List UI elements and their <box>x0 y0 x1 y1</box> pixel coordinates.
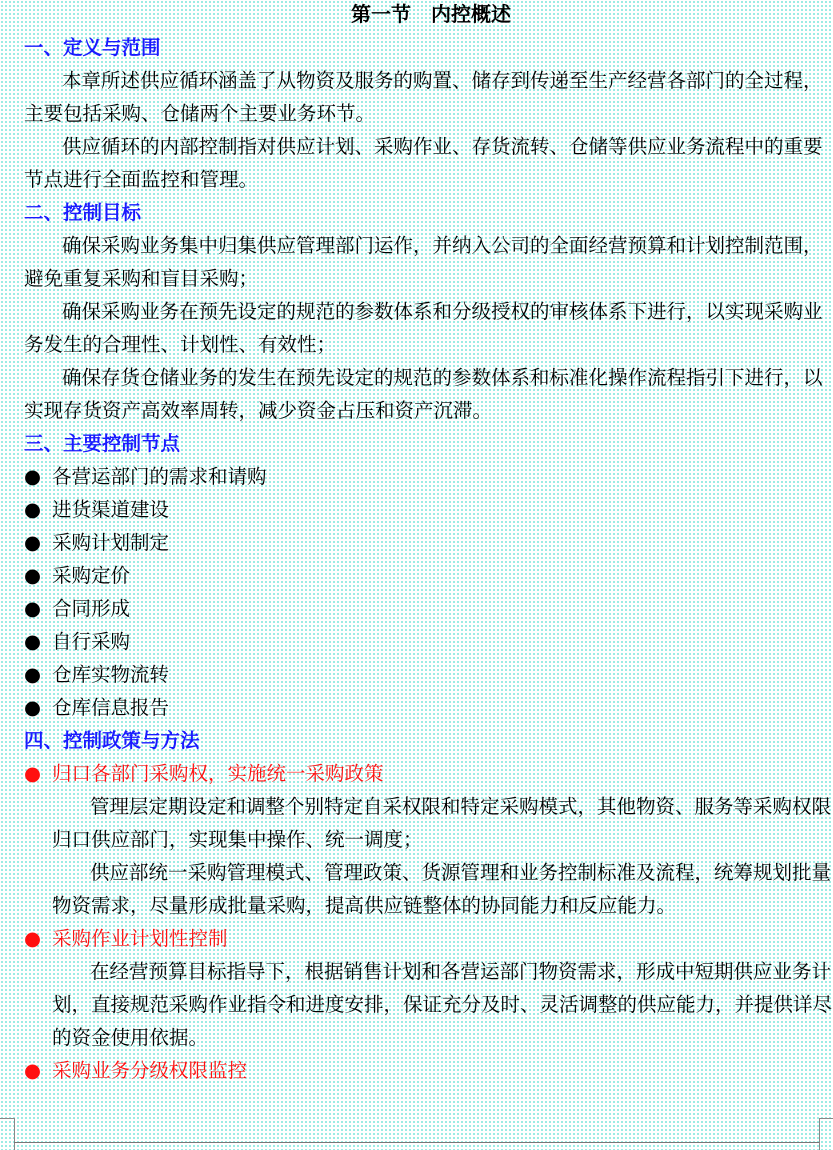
list-item-text: 仓库信息报告 <box>52 696 170 719</box>
page-corner-mark <box>819 1118 833 1119</box>
paragraph-line: 确保采购业务集中归集供应管理部门运作，并纳入公司的全面经营预算和计划控制范围， <box>62 234 823 257</box>
paragraph-line: 的资金使用依据。 <box>52 1026 209 1049</box>
list-item-text: 归口各部门采购权，实施统一采购政策 <box>52 762 384 785</box>
policy-item <box>24 757 824 790</box>
bullet-icon: ● <box>24 1059 42 1082</box>
section-heading: 一、定义与范围 <box>24 36 161 59</box>
page-corner-mark <box>0 1118 14 1119</box>
list-item-text: 仓库实物流转 <box>52 663 170 686</box>
paragraph-line: 物资需求，尽量形成批量采购，提高供应链整体的协同能力和反应能力。 <box>52 894 677 917</box>
list-item-text: 采购计划制定 <box>52 531 170 554</box>
page-corner-mark <box>819 1118 820 1150</box>
bullet-icon: ● <box>24 498 42 521</box>
bullet-icon: ● <box>24 465 42 488</box>
paragraph-line: 划，直接规范采购作业指令和进度安排，保证充分及时、灵活调整的供应能力，并提供详尽 <box>52 993 833 1016</box>
list-item <box>24 691 824 724</box>
page-title: 第一节 内控概述 <box>351 2 511 26</box>
list-item <box>24 460 824 493</box>
paragraph-line: 确保存货仓储业务的发生在预先设定的规范的参数体系和标准化操作流程指引下进行，以 <box>62 366 823 389</box>
list-item-text: 进货渠道建设 <box>52 498 170 521</box>
bullet-icon: ● <box>24 630 42 653</box>
bullet-icon: ● <box>24 564 42 587</box>
list-item-text: 采购业务分级权限监控 <box>52 1059 248 1082</box>
policy-item <box>24 1054 824 1087</box>
page-corner-mark <box>14 1118 15 1150</box>
list-item <box>24 559 824 592</box>
list-item <box>24 625 824 658</box>
paragraph-line: 管理层定期设定和调整个别特定自采权限和特定采购模式，其他物资、服务等采购权限 <box>90 795 832 818</box>
list-item-text: 采购作业计划性控制 <box>52 927 228 950</box>
list-item <box>24 526 824 559</box>
paragraph-line: 务发生的合理性、计划性、有效性； <box>24 333 337 356</box>
policy-item <box>24 922 824 955</box>
bullet-icon: ● <box>24 696 42 719</box>
list-item <box>24 592 824 625</box>
section-heading: 四、控制政策与方法 <box>24 729 200 752</box>
list-item <box>24 493 824 526</box>
paragraph-line: 节点进行全面监控和管理。 <box>24 168 259 191</box>
list-item-text: 各营运部门的需求和请购 <box>52 465 267 488</box>
list-item-text: 自行采购 <box>52 630 131 653</box>
paragraph-line: 确保采购业务在预先设定的规范的参数体系和分级授权的审核体系下进行，以实现采购业 <box>62 300 823 323</box>
paragraph-line: 供应部统一采购管理模式、管理政策、货源管理和业务控制标准及流程，统筹规划批量 <box>90 861 832 884</box>
bullet-icon: ● <box>24 531 42 554</box>
paragraph-line: 避免重复采购和盲目采购； <box>24 267 259 290</box>
paragraph-line: 归口供应部门，实现集中操作、统一调度； <box>52 828 423 851</box>
list-item-text: 合同形成 <box>52 597 131 620</box>
list-item <box>24 658 824 691</box>
section-heading: 二、控制目标 <box>24 201 142 224</box>
bullet-icon: ● <box>24 762 42 785</box>
paragraph-line: 主要包括采购、仓储两个主要业务环节。 <box>24 102 376 125</box>
paragraph-line: 在经营预算目标指导下，根据销售计划和各营运部门物资需求，形成中短期供应业务计 <box>90 960 832 983</box>
paragraph-line: 供应循环的内部控制指对供应计划、采购作业、存货流转、仓储等供应业务流程中的重要 <box>62 135 823 158</box>
bullet-icon: ● <box>24 663 42 686</box>
paragraph-line: 本章所述供应循环涵盖了从物资及服务的购置、储存到传递至生产经营各部门的全过程， <box>62 69 823 92</box>
paragraph-line: 实现存货资产高效率周转，减少资金占压和资产沉滞。 <box>24 399 493 422</box>
bullet-icon: ● <box>24 927 42 950</box>
bullet-icon: ● <box>24 597 42 620</box>
document-page <box>24 0 833 1087</box>
page-bottom-border <box>14 1142 819 1143</box>
list-item-text: 采购定价 <box>52 564 131 587</box>
section-heading: 三、主要控制节点 <box>24 432 181 455</box>
